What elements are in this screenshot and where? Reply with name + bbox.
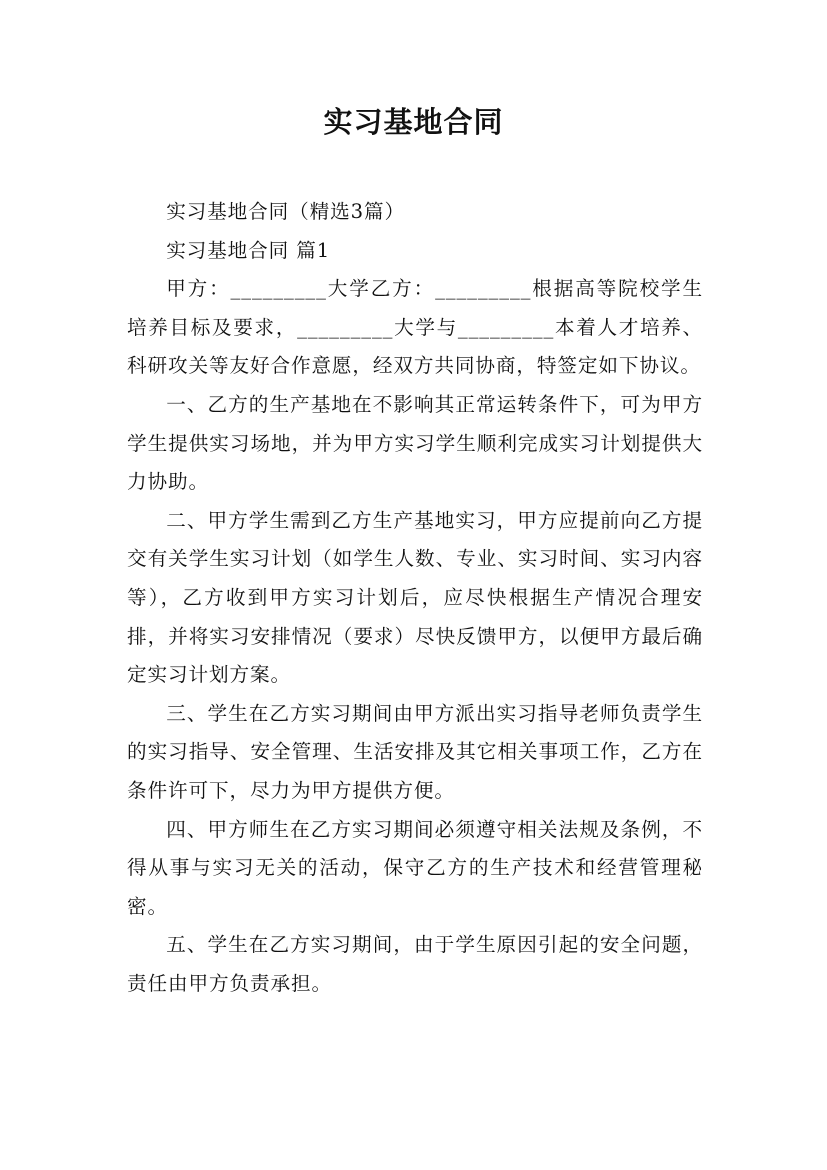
clause-5: 五、学生在乙方实习期间，由于学生原因引起的安全问题，责任由甲方负责承担。 [127, 933, 703, 995]
clause-4: 四、甲方师生在乙方实习期间必须遵守相关法规及条例，不得从事与实习无关的活动，保守乙方的生产技术和经营管理秘密。 [127, 817, 703, 918]
clause-1: 一、乙方的生产基地在不影响其正常运转条件下，可为甲方学生提供实习场地，并为甲方实习学生顺利完成实习计划提供大力协助。 [127, 392, 703, 494]
clause-3: 三、学生在乙方实习期间由甲方派出实习指导老师负责学生的实习指导、安全管理、生活安排及其它相关事项工作，乙方在条件许可下，尽力为甲方提供方便。 [127, 701, 703, 802]
intro-paragraph: 甲方：_________大学乙方：_________根据高等院校学生培养目标及要求，_________大学与_________本着人才培养、科研攻关等友好合作意愿，经双方共同协商，特签定如下协议。 [127, 277, 703, 378]
subtitle-paragraph: 实习基地合同（精选3篇） [166, 200, 405, 223]
document-title: 实习基地合同 [323, 105, 504, 139]
section-heading: 实习基地合同 篇1 [166, 238, 331, 262]
clause-2: 二、甲方学生需到乙方生产基地实习，甲方应提前向乙方提交有关学生实习计划（如学生人数、专业、实习时间、实习内容等），乙方收到甲方实习计划后，应尽快根据生产情况合理安排，并将实习安排情况（要求）尽快反馈甲方，以便甲方最后确定实习计划方案。 [127, 508, 703, 687]
document-body [127, 193, 703, 1003]
